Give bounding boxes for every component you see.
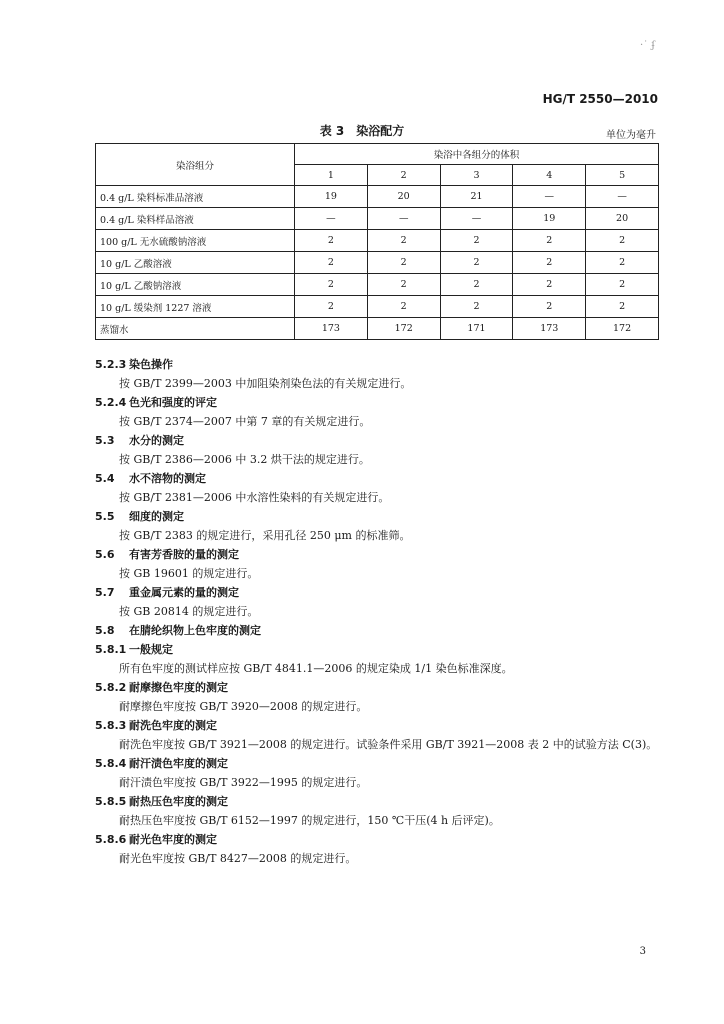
section-heading (95, 621, 660, 640)
component-cell: 10 g/L 乙酸钠溶液 (96, 274, 295, 296)
table-row (96, 230, 659, 252)
table-unit: 单位为毫升 (606, 130, 656, 141)
section-text: 按 GB 19601 的规定进行。 (119, 567, 259, 580)
section-title: 耐光色牢度的测定 (129, 833, 217, 846)
section-heading (95, 469, 660, 488)
section-text: 耐热压色牢度按 GB/T 6152—1997 的规定进行，150 ℃干压(4 h 后评定)。 (119, 814, 500, 827)
volume-cell: 2 (586, 252, 659, 274)
col-number: 4 (513, 165, 586, 186)
volume-cell: 172 (367, 318, 440, 340)
section-number: 5.2.4 (95, 396, 127, 409)
volume-cell: 2 (586, 274, 659, 296)
section-heading (95, 393, 660, 412)
section-number: 5.8.6 (95, 833, 127, 846)
section-heading (95, 507, 660, 526)
scan-mark: ·˙ ʄ (640, 40, 656, 51)
table-row (96, 274, 659, 296)
volume-cell: 173 (513, 318, 586, 340)
table-row (96, 186, 659, 208)
volume-cell: 2 (367, 252, 440, 274)
component-cell: 100 g/L 无水硫酸钠溶液 (96, 230, 295, 252)
section-title: 一般规定 (129, 643, 173, 656)
volume-cell: 19 (513, 208, 586, 230)
section-number: 5.8.4 (95, 757, 127, 770)
section-heading (95, 583, 660, 602)
volume-cell: 2 (586, 296, 659, 318)
section-heading (95, 792, 660, 811)
section-text: 所有色牢度的测试样应按 GB/T 4841.1—2006 的规定染成 1/1 染色标准深度。 (119, 662, 513, 675)
table-header-row (96, 144, 659, 165)
component-cell: 0.4 g/L 染料样品溶液 (96, 208, 295, 230)
dye-bath-table (95, 143, 659, 340)
volume-cell: 20 (586, 208, 659, 230)
section-heading (95, 355, 660, 374)
volume-cell: 2 (586, 230, 659, 252)
volume-cell: 21 (440, 186, 513, 208)
section-number: 5.7 (95, 586, 115, 599)
volume-cell: 2 (513, 274, 586, 296)
section-title: 耐汗渍色牢度的测定 (129, 757, 228, 770)
section-heading (95, 754, 660, 773)
section-number: 5.8.1 (95, 643, 127, 656)
section-heading (95, 545, 660, 564)
volume-cell: 2 (513, 230, 586, 252)
volume-cell: 2 (440, 274, 513, 296)
volume-cell: 2 (367, 230, 440, 252)
section-text: 耐摩擦色牢度按 GB/T 3920—2008 的规定进行。 (119, 700, 368, 713)
section-text: 按 GB 20814 的规定进行。 (119, 605, 259, 618)
section-number: 5.8.2 (95, 681, 127, 694)
section-number: 5.8 (95, 624, 115, 637)
volume-cell: — (440, 208, 513, 230)
volume-cell: — (367, 208, 440, 230)
section-number: 5.8.5 (95, 795, 127, 808)
section-number: 5.3 (95, 434, 115, 447)
section-text: 按 GB/T 2399—2003 中加阻染剂染色法的有关规定进行。 (119, 377, 412, 390)
section-number: 5.8.3 (95, 719, 127, 732)
section-title: 色光和强度的评定 (129, 396, 217, 409)
volume-cell: 2 (367, 274, 440, 296)
section-title: 有害芳香胺的量的测定 (129, 548, 239, 561)
section-text: 耐光色牢度按 GB/T 8427—2008 的规定进行。 (119, 852, 357, 865)
section-text: 耐汗渍色牢度按 GB/T 3922—1995 的规定进行。 (119, 776, 368, 789)
col-number: 5 (586, 165, 659, 186)
volume-cell: 20 (367, 186, 440, 208)
table-row (96, 208, 659, 230)
col-number: 1 (295, 165, 368, 186)
section-heading (95, 830, 660, 849)
section-text: 按 GB/T 2383 的规定进行，采用孔径 250 μm 的标准筛。 (119, 529, 411, 542)
section-title: 染色操作 (129, 358, 173, 371)
section-title: 耐摩擦色牢度的测定 (129, 681, 228, 694)
section-text: 按 GB/T 2386—2006 中 3.2 烘干法的规定进行。 (119, 453, 370, 466)
col-number: 3 (440, 165, 513, 186)
component-cell: 0.4 g/L 染料标准品溶液 (96, 186, 295, 208)
standard-code: HG/T 2550—2010 (542, 92, 658, 106)
table-row (96, 252, 659, 274)
section-heading (95, 640, 660, 659)
section-text: 耐洗色牢度按 GB/T 3921—2008 的规定进行。试验条件采用 GB/T 3921—2008 表 2 中的试验方法 C(3)。 (119, 738, 658, 751)
volume-cell: 2 (295, 230, 368, 252)
volume-cell: — (513, 186, 586, 208)
volume-cell: 171 (440, 318, 513, 340)
volume-cell: 173 (295, 318, 368, 340)
section-number: 5.2.3 (95, 358, 127, 371)
volume-cell: 2 (367, 296, 440, 318)
volume-cell: 2 (440, 230, 513, 252)
section-title: 耐洗色牢度的测定 (129, 719, 217, 732)
section-number: 5.4 (95, 472, 115, 485)
volume-cell: — (295, 208, 368, 230)
section-title: 在腈纶织物上色牢度的测定 (129, 624, 261, 637)
section-heading (95, 716, 660, 735)
volume-cell: 2 (295, 252, 368, 274)
volume-cell: 2 (440, 252, 513, 274)
section-text: 按 GB/T 2374—2007 中第 7 章的有关规定进行。 (119, 415, 371, 428)
col-number: 2 (367, 165, 440, 186)
col-group-header: 染浴组分 (96, 144, 295, 186)
table-row (96, 296, 659, 318)
volume-cell: 2 (295, 296, 368, 318)
section-title: 细度的测定 (129, 510, 184, 523)
section-heading (95, 678, 660, 697)
section-title: 重金属元素的量的测定 (129, 586, 239, 599)
volume-cell: 2 (513, 252, 586, 274)
volume-cell: 2 (295, 274, 368, 296)
document-body (95, 355, 660, 868)
volume-cell: 2 (440, 296, 513, 318)
table-row (96, 318, 659, 340)
section-title: 耐热压色牢度的测定 (129, 795, 228, 808)
section-heading (95, 431, 660, 450)
component-cell: 10 g/L 乙酸溶液 (96, 252, 295, 274)
component-cell: 蒸馏水 (96, 318, 295, 340)
section-text: 按 GB/T 2381—2006 中水溶性染料的有关规定进行。 (119, 491, 390, 504)
section-title: 水不溶物的测定 (129, 472, 206, 485)
volume-cell: 172 (586, 318, 659, 340)
page-number: 3 (639, 946, 646, 957)
table-caption: 表 3 染浴配方 (319, 124, 405, 138)
section-number: 5.6 (95, 548, 115, 561)
volume-cell: — (586, 186, 659, 208)
section-number: 5.5 (95, 510, 115, 523)
volume-cell: 2 (513, 296, 586, 318)
volume-cell: 19 (295, 186, 368, 208)
col-volume-header: 染浴中各组分的体积 (295, 144, 659, 165)
section-title: 水分的测定 (129, 434, 184, 447)
component-cell: 10 g/L 缓染剂 1227 溶液 (96, 296, 295, 318)
